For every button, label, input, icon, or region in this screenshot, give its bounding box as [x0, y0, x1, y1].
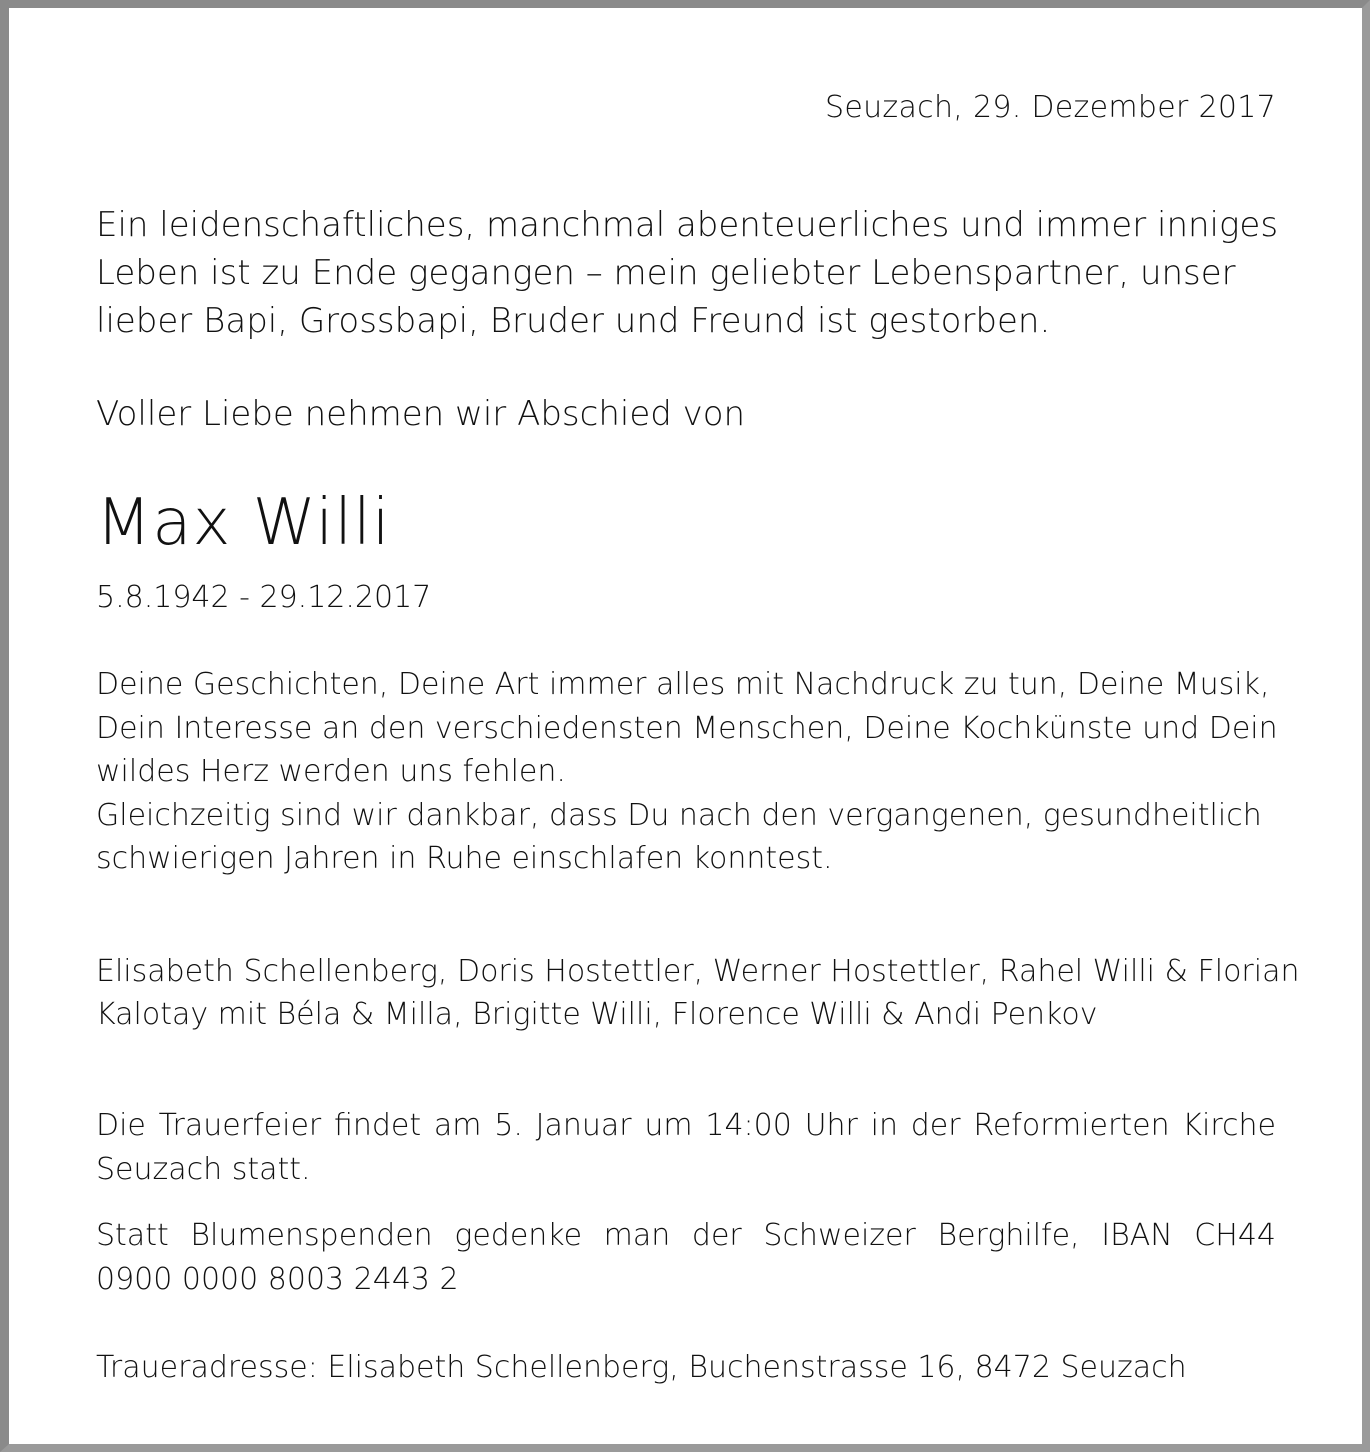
mourners-line: Elisabeth Schellenberg, Doris Hostettler, Werner Hostettler, Rahel Willi & Florian	[96, 954, 1300, 989]
tribute-line: Gleichzeitig sind wir dankbar, dass Du nach den vergangenen, gesundheitlich	[96, 797, 1262, 833]
tribute-line: wildes Herz werden uns fehlen.	[96, 754, 566, 789]
tribute-line: Deine Geschichten, Deine Art immer alles mit Nachdruck zu tun, Deine Musik,	[96, 667, 1270, 702]
service-line: Seuzach statt.	[96, 1152, 311, 1187]
tribute-line: schwierigen Jahren in Ruhe einschlafen konntest.	[96, 841, 833, 876]
intro-paragraph	[96, 201, 1279, 345]
intro-line: lieber Bapi, Grossbapi, Bruder und Freund ist gestorben.	[96, 301, 1051, 341]
donation-info	[96, 1214, 1276, 1302]
intro-line: Leben ist zu Ende gegangen – mein geliebter Lebenspartner, unser	[96, 253, 1236, 293]
farewell-line: Voller Liebe nehmen wir Abschied von	[96, 394, 746, 434]
donation-line: Statt Blumenspenden gedenke man der Schweizer Berghilfe, IBAN CH44	[96, 1218, 1276, 1253]
mourners-list	[96, 950, 1300, 1036]
mourners-line: Kalotay mit Béla & Milla, Brigitte Willi, Florence Willi & Andi Penkov	[96, 997, 1098, 1032]
dateline: Seuzach, 29. Dezember 2017	[825, 90, 1276, 125]
mourning-address: Traueradresse: Elisabeth Schellenberg, Buchenstrasse 16, 8472 Seuzach	[96, 1350, 1187, 1385]
deceased-name: Max Willi	[96, 486, 391, 560]
tribute-paragraph	[96, 663, 1276, 881]
service-line: Die Trauerfeier findet am 5. Januar um 14:00 Uhr in der Reformierten Kirche	[96, 1108, 1276, 1143]
funeral-service-info	[96, 1104, 1276, 1192]
tribute-line: Dein Interesse an den verschiedensten Menschen, Deine Kochkünste und Dein	[96, 710, 1278, 746]
intro-line: Ein leidenschaftliches, manchmal abenteuerliches und immer inniges	[96, 205, 1279, 245]
donation-line: 0900 0000 8003 2443 2	[96, 1262, 459, 1297]
lifespan-dates: 5.8.1942 - 29.12.2017	[96, 580, 432, 615]
